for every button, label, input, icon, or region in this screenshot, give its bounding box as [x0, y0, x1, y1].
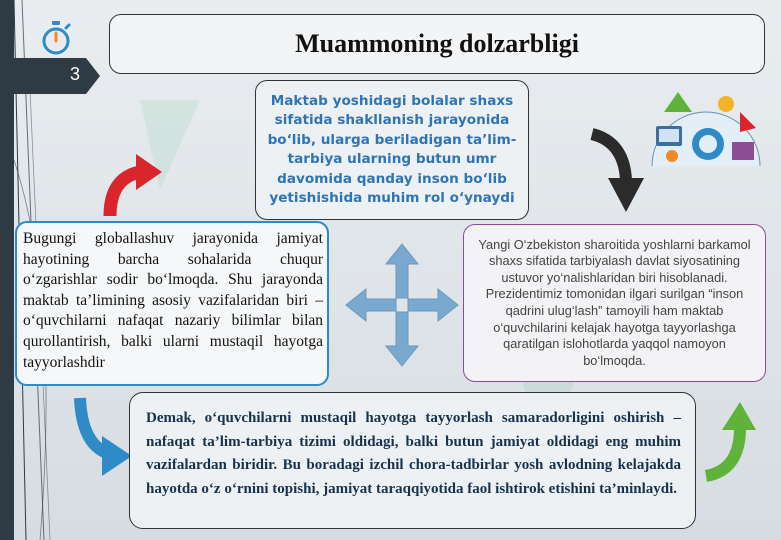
bottom-text: Demak, o‘quvchilarni mustaqil hayotga tayyorlash samaradorligini oshirish – nafaqat ta’lim-tarbiya tizimi oldidagi, balki butun jamiyat oldidagi eng muhim vazifalardan biridir. Bu boradagi izchil chora-tadbirlar yosh avlodning kelajakda hayotda o‘z o‘rnini topishi, jamiyat taraqqiyotida faol ishtirok etishini ta’minlaydi. [146, 410, 681, 497]
right-text-box [463, 224, 766, 382]
blue-curved-arrow [72, 396, 134, 480]
stopwatch-icon [40, 20, 72, 56]
top-text: Maktab yoshidagi bolalar shaxs sifatida shakllanish jarayonida bo‘lib, ularga beriladigan ta’lim-tarbiya ularning butun umr davomida qanday inson bo‘lib yetishishida muhim rol o‘ynaydi [267, 92, 517, 206]
red-curved-arrow [96, 150, 166, 220]
left-text-box [15, 221, 329, 386]
page-number: 3 [70, 64, 81, 84]
right-text-part2: Prezidentimiz tomonidan ilgari surilgan “inson qadrini ulug‘lash” tamoyili ham maktab o‘quvchilarini kelajak hayotga tayyorlashga qaratilgan islohotlarda yaqqol namoyon bo‘lmoqda. [485, 286, 744, 368]
page-number-tab [0, 58, 100, 94]
bottom-text-box [129, 392, 696, 529]
right-text-part1: Yangi O‘zbekiston sharoitida yoshlarni barkamol shaxs sifatida tarbiyalash davlat siyosatining ustuvor yo‘nalishlaridan biri hisoblanadi. [478, 236, 751, 285]
green-curved-arrow [700, 400, 760, 482]
four-way-arrows [344, 242, 460, 368]
slide-title: Muammoning dolzarbligi [295, 29, 579, 58]
left-text: Bugungi globallashuv jarayonida jamiyat hayotining barcha sohalarida chuqur o‘zgarishlar sodir bo‘lmoqda. Shu jarayonda maktab ta’limining asosiy vazifalaridan biri – o‘quvchilarni nafaqat nazariy bilimlar bilan qurollantirish, balki ularni mustaqil hayotga tayyorlashdir [23, 230, 323, 371]
title-box [109, 14, 765, 74]
top-text-box [255, 80, 529, 220]
dark-curved-arrow [586, 128, 650, 214]
education-collage-icon [648, 82, 764, 168]
